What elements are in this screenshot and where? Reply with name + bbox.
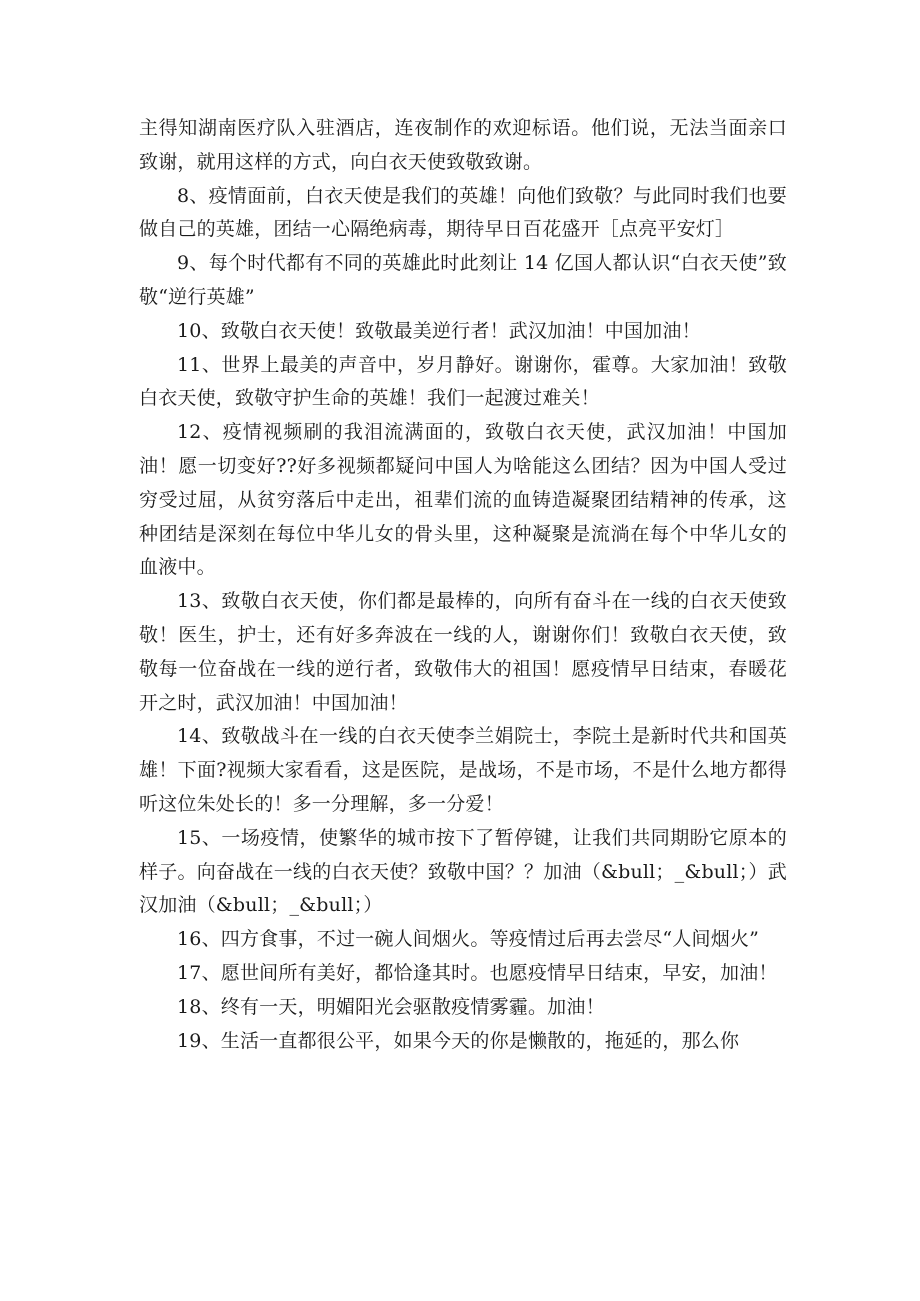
paragraph-item-16: 16、四方食事，不过一碗人间烟火。等疫情过后再去尝尽“人间烟火” [177, 928, 760, 951]
paragraph-item-17: 17、愿世间所有美好，都恰逢其时。也愿疫情早日结束，早安，加油！ [177, 961, 778, 984]
paragraph-item-19: 19、生活一直都很公平，如果今天的你是懒散的，拖延的，那么你 [177, 1029, 740, 1052]
paragraph-item-8: 8、疫情面前，白衣天使是我们的英雄！向他们致敬？与此同时我们也要做自己的英雄，团结一心隔绝病毒，期待早日百花盛开［点亮平安灯］ [139, 184, 787, 241]
paragraph-item-11: 11、世界上最美的声音中，岁月静好。谢谢你，霍尊。大家加油！致敬白衣天使，致敬守护生命的英雄！我们一起渡过难关！ [139, 353, 787, 410]
paragraph-item-10: 10、致敬白衣天使！致敬最美逆行者！武汉加油！中国加油！ [177, 319, 701, 342]
paragraph-item-12: 12、疫情视频刷的我泪流满面的，致敬白衣天使，武汉加油！中国加油！愿一切变好??好多视频都疑问中国人为啥能这么团结？因为中国人受过穷受过屈，从贫穷落后中走出，祖辈们流的血铸造凝聚团结精神的传承，这种团结是深刻在每位中华儿女的骨头里，这种凝聚是流淌在每个中华儿女的血液中。 [139, 421, 787, 579]
paragraph-item-13: 13、致敬白衣天使，你们都是最棒的，向所有奋斗在一线的白衣天使致敬！医生，护士，还有好多奔波在一线的人，谢谢你们！致敬白衣天使，致敬每一位奋战在一线的逆行者，致敬伟大的祖国！愿疫情早日结束，春暖花开之时，武汉加油！中国加油！ [139, 590, 787, 714]
paragraph-continuation: 主得知湖南医疗队入驻酒店，连夜制作的欢迎标语。他们说，无法当面亲口致谢，就用这样的方式，向白衣天使致敬致谢。 [139, 117, 787, 173]
paragraph-item-15: 15、一场疫情，使繁华的城市按下了暂停键，让我们共同期盼它原本的样子。向奋战在一线的白衣天使？致敬中国？？加油（&bull；_&bull；）武汉加油（&bull；_&bull；） [139, 826, 787, 917]
paragraph-item-18: 18、终有一天，明媚阳光会驱散疫情雾霾。加油！ [177, 995, 605, 1018]
document-body [139, 112, 787, 1058]
paragraph-item-9: 9、每个时代都有不同的英雄此时此刻让 14 亿国人都认识“白衣天使”致敬“逆行英雄” [139, 252, 787, 308]
paragraph-item-14: 14、致敬战斗在一线的白衣天使李兰娟院士，李院土是新时代共和国英雄！下面?视频大家看看，这是医院，是战场，不是市场，不是什么地方都得听这位朱处长的！多一分理解，多一分爱！ [139, 725, 787, 815]
